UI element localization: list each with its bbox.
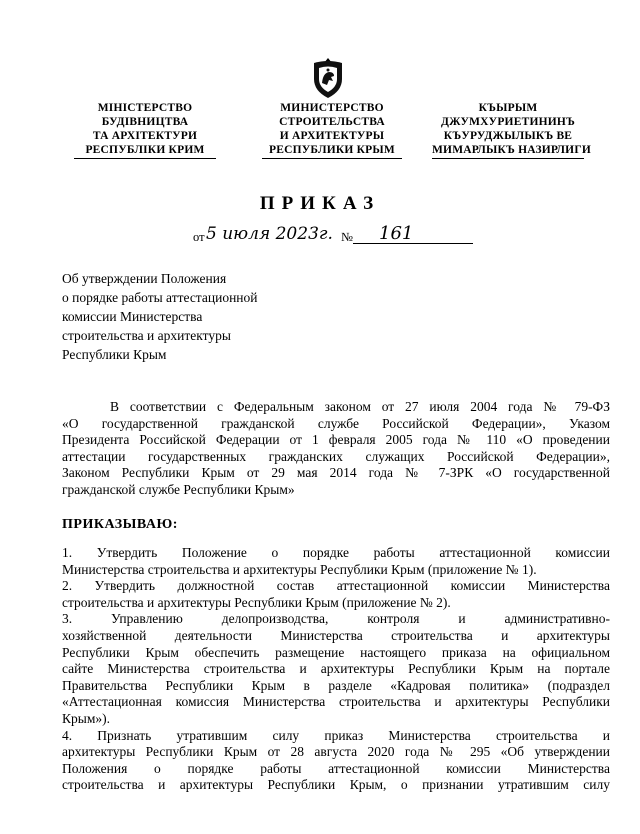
header-line: КЪУРУДЖЫЛЫКЪ ВЕ (443, 130, 573, 142)
item-line: архитектуры Республики Крым от 28 августа 2020 года № 295 «Об утверждении (62, 744, 610, 760)
subject-line: Республики Крым (62, 347, 167, 362)
header-line: РЕСПУБЛІКИ КРИМ (85, 144, 205, 156)
item-line: строительства и архитектуры Республики Крым (приложение № 2). (62, 594, 451, 610)
header-underline (74, 158, 216, 159)
header-line: МІНІСТЕРСТВО (97, 102, 193, 114)
header-line: И АРХИТЕКТУРЫ (279, 130, 385, 142)
preamble-line: Президента Российской Федерации от 1 февраля 2005 года № 110 «О проведении (62, 432, 610, 448)
order-subject (62, 269, 302, 364)
item-line: Положения о порядке работы аттестационной комиссии Министерства (62, 760, 610, 776)
item-line: 1. Утвердить Положение о порядке работы аттестационной комиссии (62, 545, 610, 560)
preamble-paragraph (62, 399, 610, 499)
item-line: 4. Признать утратившим силу приказ Министерства строительства и (62, 727, 610, 743)
item-line: Правительства Республики Крым в разделе «Кадровая политика» (подраздел (62, 677, 610, 693)
header-line: КЪЫРЫМ (478, 102, 538, 114)
subject-line: о порядке работы аттестационной (62, 290, 258, 305)
item-line: Министерства строительства и архитектуры Республики Крым (приложение № 1). (62, 561, 537, 577)
header-ministry-crh (432, 101, 591, 157)
header-line: РЕСПУБЛИКИ КРЫМ (269, 144, 395, 156)
document-title: ПРИКАЗ (259, 193, 381, 214)
handwritten-number: 161 (379, 223, 414, 244)
item-line: строительства и архитектуры Республики Крым, о признании утратившим силу (62, 777, 610, 793)
date-prefix: от (193, 230, 205, 244)
preamble-line: В соответствии с Федеральным законом от 27 июля 2004 года № 79-ФЗ (110, 399, 610, 414)
header-line: МИНИСТЕРСТВО (280, 102, 384, 114)
header-line: ТА АРХІТЕКТУРИ (92, 130, 198, 142)
subject-line: строительства и архитектуры (62, 328, 231, 343)
header-line: ДЖУМХУРИЕТИНИНЪ (440, 116, 576, 128)
crimea-coat-of-arms-icon (307, 57, 349, 99)
header-ministry-ua (74, 101, 216, 157)
item-line: Республики Крым обеспечить размещение настоящего приказа на официальном (62, 644, 610, 660)
header-line: БУДІВНИЦТВА (101, 116, 189, 128)
header-ministry-ru (262, 101, 402, 157)
preamble-line: Законом Республики Крым от 29 мая 2014 года № 7-ЗРК «О государственной (62, 465, 610, 481)
number-underline (353, 243, 473, 244)
item-line: хозяйственной деятельности Министерства строительства и архитектуры (62, 627, 610, 643)
item-line: 2. Утвердить должностной состав аттестационной комиссии Министерства (62, 578, 610, 594)
header-line: МИМАРЛЫКЪ НАЗИРЛИГИ (432, 144, 591, 156)
subject-line: комиссии Министерства (62, 309, 203, 324)
subject-line: Об утверждении Положения (62, 271, 227, 286)
order-items (62, 545, 610, 794)
order-heading: ПРИКАЗЫВАЮ: (62, 517, 178, 532)
item-line: Крым»). (62, 710, 110, 726)
item-line: «Аттестационная комиссия Министерства строительства и архитектуры Республики (62, 694, 610, 710)
header-underline (432, 158, 584, 159)
number-prefix: № (341, 230, 353, 244)
preamble-line: аттестации государственных гражданских служащих Российской Федерации», (62, 448, 610, 464)
preamble-line: «О государственной гражданской службе Российской Федерации», Указом (62, 415, 610, 431)
header-line: СТРОИТЕЛЬСТВА (279, 116, 385, 128)
header-underline (262, 158, 402, 159)
item-line: 3. Управлению делопроизводства, контроля и административно- (62, 611, 610, 627)
order-date-number (193, 223, 483, 246)
item-line: сайте Министерства строительства и архитектуры Республики Крым на портале (62, 661, 610, 677)
handwritten-date: 5 июля 2023г. (206, 224, 333, 244)
preamble-line: гражданской службе Республики Крым» (62, 481, 295, 497)
